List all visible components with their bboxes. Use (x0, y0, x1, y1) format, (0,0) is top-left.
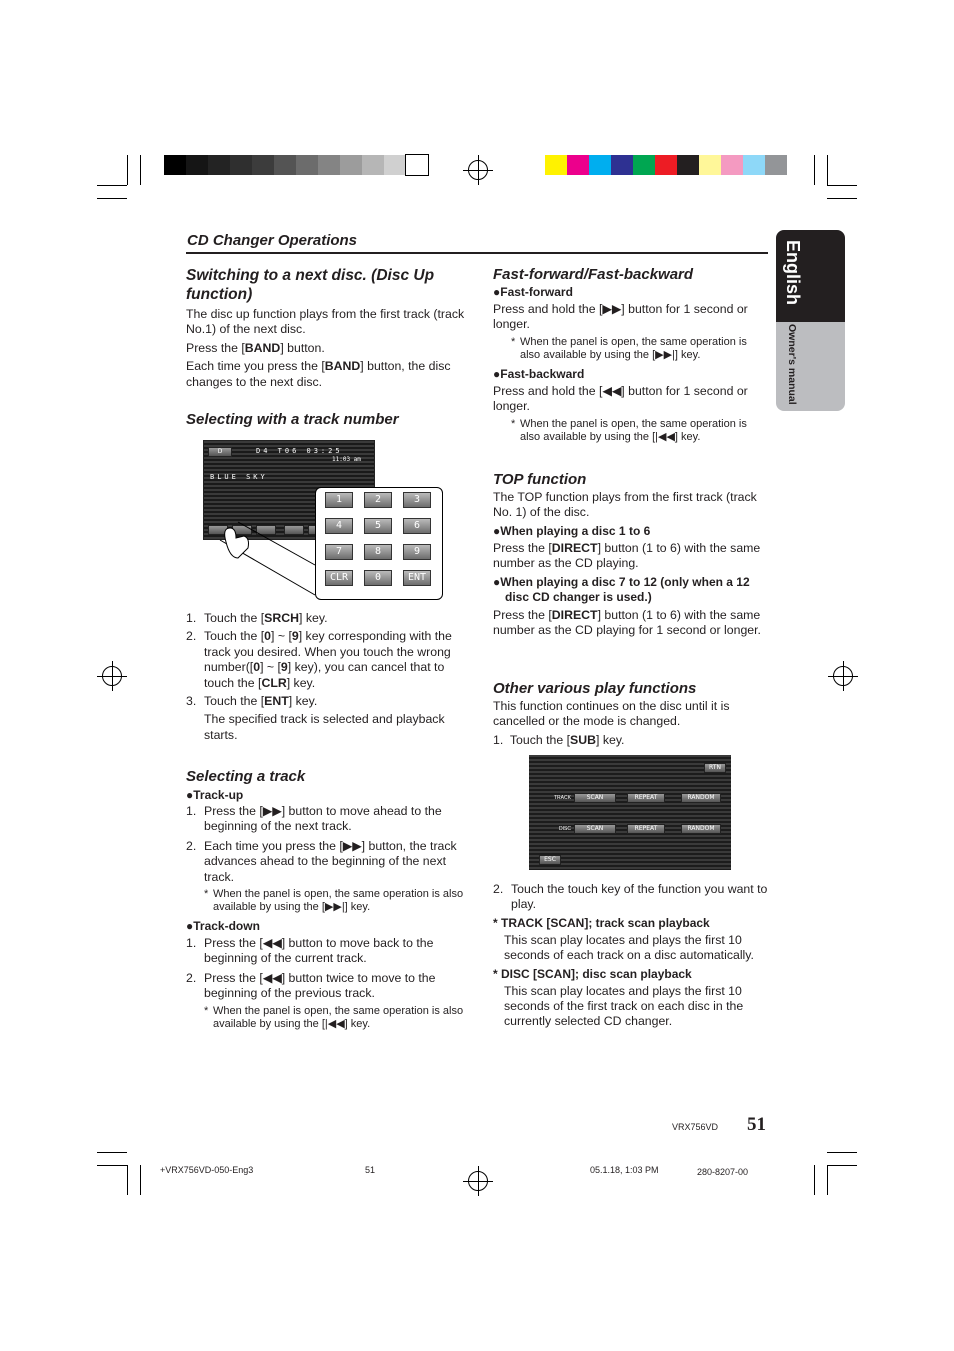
gray-swatch (208, 155, 230, 175)
top-section (493, 471, 768, 638)
track-repeat-key[interactable]: REPEAT (627, 793, 665, 803)
registration-mark-icon (102, 666, 122, 686)
model-label: VRX756VD (672, 1122, 719, 1132)
track-up-2: 2. Each time you press the [▶▶] button, the track advances ahead to the beginning of the next track. (186, 838, 457, 884)
gray-swatch (164, 155, 186, 175)
top-t1: Press the [DIRECT] button (1 to 6) with the same number as the CD playing. (493, 540, 761, 571)
top-p1: The TOP function plays from the first track (track No. 1) of the disc. (493, 490, 757, 520)
color-swatch (545, 155, 567, 175)
disc-up-p3: Each time you press the [BAND] button, the disc changes to the next disc. (186, 359, 451, 389)
crop-mark (127, 155, 128, 185)
disc-repeat-key[interactable]: REPEAT (627, 824, 665, 834)
keypad-key-clr[interactable]: CLR (325, 570, 353, 586)
top-heading: TOP function (493, 471, 587, 488)
ff-section (493, 266, 768, 444)
screen-time: 11:03 am (332, 456, 361, 463)
crop-mark (827, 198, 857, 199)
other-p1: This function continues on the disc until it is cancelled or the mode is changed. (493, 699, 730, 729)
keypad-key-9[interactable]: 9 (403, 544, 431, 560)
footer-page: 51 (365, 1165, 376, 1175)
keypad-key-3[interactable]: 3 (403, 492, 431, 508)
color-swatch (567, 155, 589, 175)
track-up-label: ●Track-up (186, 788, 244, 802)
page-number: 51 (747, 1114, 766, 1135)
color-swatch (699, 155, 721, 175)
track-up-note: * When the panel is open, the same operation is also available by using the [▶▶|] key. (204, 888, 464, 914)
ff-heading: Fast-forward/Fast-backward (493, 266, 694, 283)
screen-track-info: D4 T06 03:25 (256, 447, 343, 455)
selecting-track-section (186, 768, 466, 1031)
track-number-steps (186, 611, 466, 743)
keypad-key-ent[interactable]: ENT (403, 570, 431, 586)
color-swatch (589, 155, 611, 175)
top-t2: Press the [DIRECT] button (1 to 6) with the same number as the CD playing for 1 second or longer. (493, 607, 761, 638)
keypad-key-2[interactable]: 2 (364, 492, 392, 508)
crop-mark (814, 1165, 815, 1195)
track-down-1: 1. Press the [◀◀] button to move back to the beginning of the current track. (186, 936, 434, 966)
crop-mark (97, 185, 127, 186)
fb-label: ●Fast-backward (493, 366, 585, 381)
esc-key[interactable]: ESC (539, 855, 561, 865)
track-down-2: 2. Press the [◀◀] button twice to move to the beginning of the previous track. (186, 970, 436, 1001)
track-up-1: 1. Press the [▶▶] button to move ahead to the beginning of the next track. (186, 804, 442, 834)
track-number-heading: Selecting with a track number (186, 411, 399, 428)
crop-mark (827, 1152, 857, 1153)
crop-mark (827, 1165, 857, 1166)
gray-swatch (274, 155, 296, 175)
keypad-key-5[interactable]: 5 (364, 518, 392, 534)
gray-swatch (362, 155, 384, 175)
disc-up-heading: Switching to a next disc. (Disc Up function) (186, 267, 435, 303)
manual-label: Owner's manual (786, 324, 798, 405)
fb-note: * When the panel is open, the same operation is also available by using the [|◀◀] key. (511, 417, 747, 443)
registration-mark-icon (468, 1171, 488, 1191)
color-swatch (765, 155, 787, 175)
star1-text: This scan play locates and plays the first 10 seconds of each track on a disc automatically. (504, 932, 754, 963)
ff-text: Press and hold the [▶▶] button for 1 second or longer. (493, 302, 748, 332)
side-tab-language (776, 230, 845, 322)
side-tab-manual (776, 322, 845, 411)
gray-swatch (384, 155, 406, 175)
star1: * TRACK [SCAN]; track scan playback (493, 915, 710, 930)
keypad-key-6[interactable]: 6 (403, 518, 431, 534)
footer-code: 280-8207-00 (697, 1167, 749, 1177)
gray-swatch (406, 155, 428, 175)
star2: * DISC [SCAN]; disc scan playback (493, 966, 692, 981)
keypad-panel (315, 487, 443, 600)
crop-mark (827, 185, 857, 186)
track-scan-key[interactable]: SCAN (574, 793, 616, 803)
track-random-key[interactable]: RANDOM (681, 793, 721, 803)
section-title: CD Changer Operations (187, 232, 358, 249)
other-step1: 1. Touch the [SUB] key. (493, 732, 625, 747)
step-1: 1. Touch the [SRCH] key. (186, 611, 328, 625)
pointer-lines (218, 520, 318, 610)
fb-text: Press and hold the [◀◀] button for 1 second or longer. (493, 383, 748, 414)
other-step2: 2. Touch the touch key of the function you want to play. (493, 882, 768, 912)
disc-up-section (186, 266, 466, 390)
crop-mark (140, 1165, 141, 1195)
screen-title: BLUE SKY (210, 473, 268, 481)
ff-label: ●Fast-forward (493, 285, 573, 299)
crop-mark (827, 1165, 828, 1195)
crop-mark (97, 1165, 127, 1166)
registration-mark-icon (468, 160, 488, 180)
ff-note: * When the panel is open, the same operation is also available by using the [▶▶|] key. (511, 335, 747, 361)
color-swatch (721, 155, 743, 175)
registration-mark-icon (833, 666, 853, 686)
gray-swatch (318, 155, 340, 175)
footer-date: 05.1.18, 1:03 PM (590, 1165, 659, 1175)
top-b1: ●When playing a disc 1 to 6 (493, 523, 651, 538)
gray-swatch (230, 155, 252, 175)
color-swatch (743, 155, 765, 175)
track-down-note: * When the panel is open, the same operation is also available by using the [|◀◀] key. (204, 1004, 464, 1030)
disc-random-key[interactable]: RANDOM (681, 824, 721, 834)
disc-up-p1: The disc up function plays from the first track (track No.1) of the next disc. (186, 307, 465, 337)
step-2: 2. Touch the [0] ~ [9] key corresponding with the track you desired. When you touch the wrong number([0] ~ [9] key), you can cancel that to touch the [CLR] key. (186, 629, 452, 690)
step-3-note: The specified track is selected and playback starts. (204, 712, 445, 742)
selecting-track-heading: Selecting a track (186, 768, 306, 785)
other-heading: Other various play functions (493, 680, 697, 697)
track-label: TRACK (554, 795, 571, 801)
keypad-key-0[interactable]: 0 (364, 570, 392, 586)
color-swatch (677, 155, 699, 175)
disc-scan-key[interactable]: SCAN (574, 824, 616, 834)
language-label: English (783, 240, 803, 306)
crop-mark (97, 198, 127, 199)
top-b2: ●When playing a disc 7 to 12 (only when a 12 disc CD changer is used.) (493, 574, 750, 604)
rtn-key[interactable]: RTN (704, 763, 726, 773)
crop-mark (814, 155, 815, 185)
star2-text: This scan play locates and plays the first 10 seconds of the first track on each disc in the currently selected CD changer. (504, 983, 744, 1029)
disc-up-p2: Press the [BAND] button. (186, 340, 325, 355)
keypad-key-8[interactable]: 8 (364, 544, 392, 560)
step-3: 3. Touch the [ENT] key. (186, 694, 318, 709)
color-swatch (633, 155, 655, 175)
keypad-key-1[interactable]: 1 (325, 492, 353, 508)
footer-file: +VRX756VD-050-Eng3 (160, 1165, 254, 1175)
color-swatch (611, 155, 633, 175)
other-section (493, 680, 768, 748)
keypad-key-7[interactable]: 7 (325, 544, 353, 560)
sub-screen (529, 755, 731, 870)
crop-mark (127, 1165, 128, 1195)
gray-swatch (186, 155, 208, 175)
disc-key: D (208, 447, 232, 457)
crop-mark (97, 1152, 127, 1153)
color-swatch (655, 155, 677, 175)
crop-mark (140, 155, 141, 185)
gray-swatch (296, 155, 318, 175)
keypad-key-4[interactable]: 4 (325, 518, 353, 534)
other-steps (493, 882, 768, 1030)
gray-swatch (340, 155, 362, 175)
gray-swatch (252, 155, 274, 175)
crop-mark (827, 155, 828, 185)
disc-label: DISC (559, 826, 571, 832)
track-down-label: ●Track-down (186, 919, 260, 934)
section-rule (186, 252, 768, 254)
